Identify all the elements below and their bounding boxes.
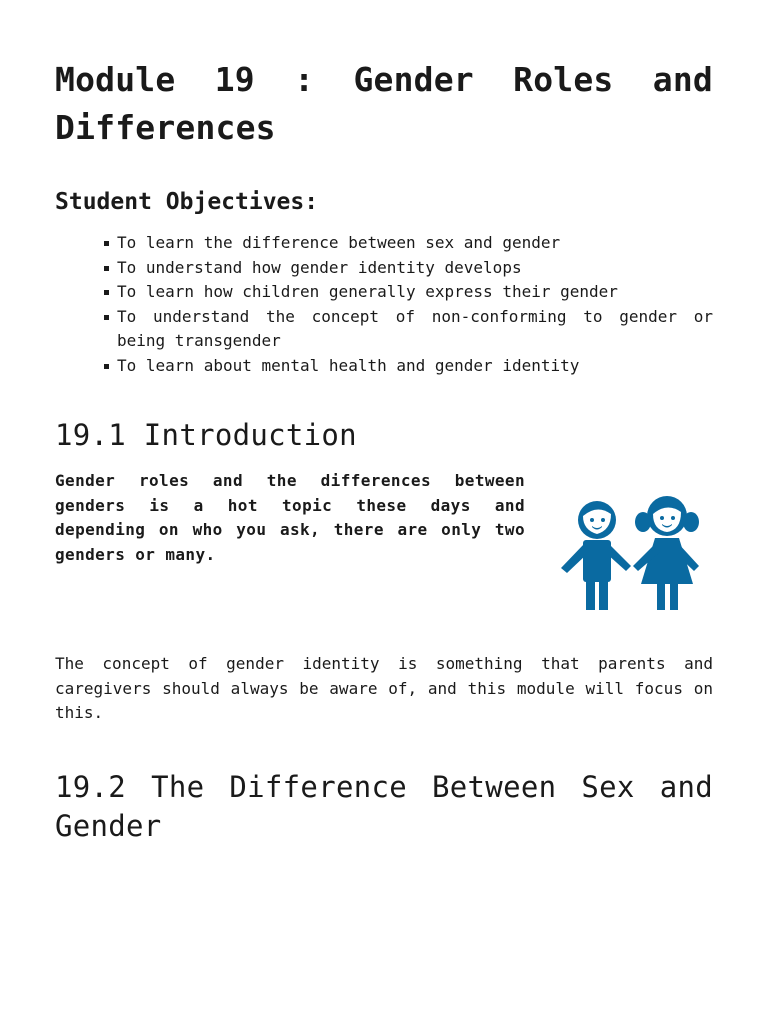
module-title: Module 19 : Gender Roles and Differences (55, 60, 713, 147)
list-item: To learn how children generally express their gender (117, 280, 713, 305)
boy-and-girl-holding-hands-icon (559, 494, 705, 614)
list-item: To learn the difference between sex and gender (117, 231, 713, 256)
objectives-list (117, 231, 713, 378)
list-item: To understand how gender identity develops (117, 256, 713, 281)
list-item: To understand the concept of non-conforming to gender or being transgender (117, 305, 713, 354)
intro-paragraph: The concept of gender identity is something that parents and caregivers should always be aware of, and this module will focus on this. (55, 654, 713, 722)
section-heading-introduction: 19.1 Introduction (55, 418, 357, 452)
section-heading-difference: 19.2 The Difference Between Sex and Gender (55, 770, 713, 843)
list-item: To learn about mental health and gender identity (117, 354, 713, 379)
objectives-heading: Student Objectives: (55, 189, 319, 215)
intro-bold-paragraph: Gender roles and the differences between genders is a hot topic these days and depending on who you ask, there are only two genders or many. (55, 471, 525, 564)
